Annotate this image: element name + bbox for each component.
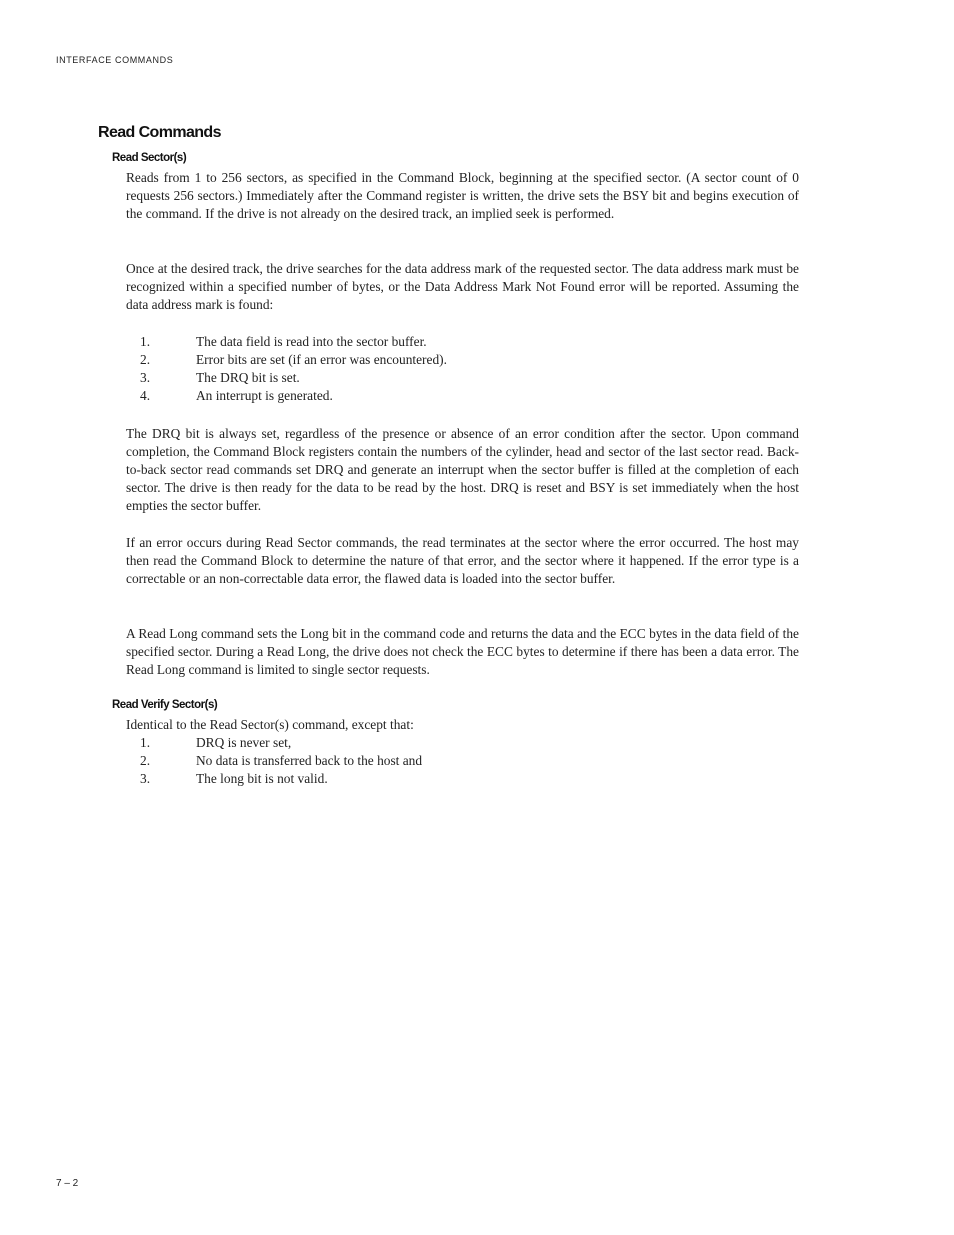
paragraph-drq-bit: The DRQ bit is always set, regardless of the presence or absence of an error condition after the sector. Upon command completion, the Command Block registers contain the numbers of the cylinder, head and sector of the last sector read. Back-to-back sector read commands set DRQ and generate an interrupt when the sector buffer is filled at the completion of each sector. The drive is then ready for the data to be read by the host. DRQ is reset and BSY is set immediately when the host empties the sector buffer. (126, 426, 799, 513)
list-item-text: No data is transferred back to the host and (196, 753, 423, 768)
list-item-number: 3. (140, 771, 151, 786)
subheading-read-verify: Read Verify Sector(s) (112, 699, 218, 711)
list-item-text: The data field is read into the sector buffer. (196, 334, 427, 349)
list-item-text: Error bits are set (if an error was encountered). (196, 352, 447, 367)
list-item-number: 3. (140, 370, 151, 385)
list-item-number: 1. (140, 334, 151, 349)
subheading-read-sectors: Read Sector(s) (112, 152, 187, 164)
paragraph-read-long: A Read Long command sets the Long bit in the command code and returns the data and the ECC bytes in the data field of the specified sector. During a Read Long, the drive does not check the ECC bytes to determine if there has been a data error. The Read Long command is limited to single sector requests. (126, 626, 799, 677)
running-head: INTERFACE COMMANDS (56, 55, 174, 65)
list-item-text: The long bit is not valid. (196, 771, 328, 786)
paragraph-read-verify-intro: Identical to the Read Sector(s) command, except that: (126, 717, 414, 732)
section-title: Read Commands (98, 124, 221, 141)
paragraph-address-mark: Once at the desired track, the drive searches for the data address mark of the requested sector. The data address mark must be recognized within a specified number of bytes, or the Data Address Mark Not Found error will be reported. Assuming the data address mark is found: (126, 261, 799, 312)
list-item-text: The DRQ bit is set. (196, 370, 300, 385)
paragraph-read-sectors-intro: Reads from 1 to 256 sectors, as specified in the Command Block, beginning at the specified sector. (A sector count of 0 requests 256 sectors.) Immediately after the Command register is written, the drive sets the BSY bit and begins execution of the command. If the drive is not already on the desired track, an implied seek is performed. (126, 170, 799, 221)
list-item-number: 1. (140, 735, 151, 750)
list-item-number: 2. (140, 753, 151, 768)
list-item-text: DRQ is never set, (196, 735, 292, 750)
paragraph-error-handling: If an error occurs during Read Sector commands, the read terminates at the sector where the error occurred. The host may then read the Command Block to determine the nature of that error, and the sector where it happened. If the error type is a correctable or an non-correctable data error, the flawed data is loaded into the sector buffer. (126, 535, 799, 586)
list-item-number: 4. (140, 388, 151, 403)
list-item-text: An interrupt is generated. (196, 388, 333, 403)
page-number: 7 – 2 (56, 1178, 79, 1189)
list-item-number: 2. (140, 352, 151, 367)
